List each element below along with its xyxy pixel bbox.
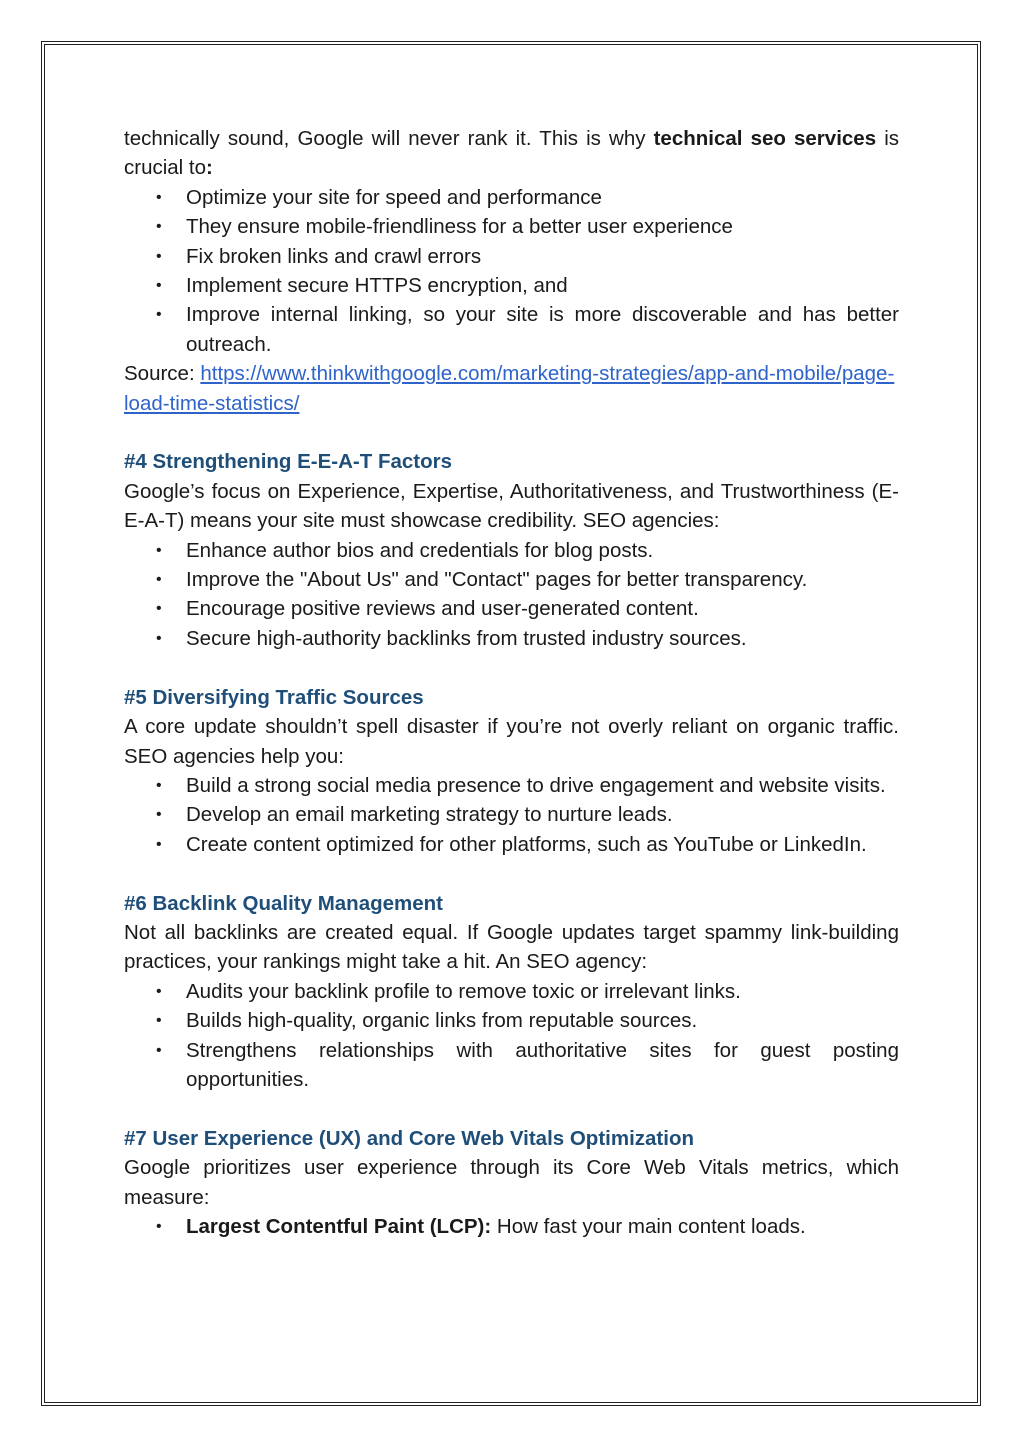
- bullet-icon: •: [156, 218, 162, 236]
- bullet-icon: •: [156, 982, 162, 1000]
- bullet-icon: •: [156, 1041, 162, 1059]
- list-item: [124, 771, 899, 800]
- list-item: [124, 977, 899, 1006]
- intro-paragraph: [124, 124, 899, 183]
- source-link[interactable]: https://www.thinkwithgoogle.com/marketing-strategies/app-and-mobile/page-load-time-statistics/: [124, 362, 895, 415]
- intro-text: technically sound, Google will never rank it. This is why: [124, 127, 654, 150]
- list-item: [124, 300, 899, 359]
- list-item: [124, 565, 899, 594]
- source-line: [124, 359, 899, 418]
- list-item-text: Optimize your site for speed and performance: [186, 185, 602, 209]
- intro-colon: :: [206, 156, 213, 180]
- bullet-icon: •: [156, 247, 162, 265]
- bullet-icon: •: [156, 571, 162, 589]
- list-item-text: Secure high-authority backlinks from trusted industry sources.: [186, 626, 747, 650]
- lcp-description: How fast your main content loads.: [491, 1214, 806, 1238]
- bullet-icon: •: [156, 277, 162, 295]
- section-heading: #7 User Experience (UX) and Core Web Vitals Optimization: [124, 1126, 694, 1150]
- list-item: [124, 271, 899, 300]
- list-item-text: Builds high-quality, organic links from reputable sources.: [186, 1009, 698, 1033]
- list-item-text: Improve internal linking, so your site is more discoverable and has better outreach.: [186, 303, 899, 356]
- list-item-text: Create content optimized for other platforms, such as YouTube or LinkedIn.: [186, 832, 867, 856]
- bullet-icon: •: [156, 188, 162, 206]
- list-item-text: Strengthens relationships with authoritative sites for guest posting opportunities.: [186, 1038, 899, 1091]
- source-label: Source:: [124, 362, 201, 386]
- list-item-text: Improve the "About Us" and "Contact" pages for better transparency.: [186, 568, 808, 592]
- section-paragraph: Not all backlinks are created equal. If Google updates target spammy link-building practices, your rankings might take a hit. An SEO agency:: [124, 920, 899, 974]
- section-bullet-list: [124, 977, 899, 1095]
- intro-bold-text: technical seo services: [653, 127, 877, 150]
- intro-text-after: is crucial to: [124, 127, 900, 180]
- section-bullet-list: [124, 536, 899, 654]
- list-item: [124, 212, 899, 241]
- section-bullet-list: [124, 771, 899, 859]
- list-item-text: Enhance author bios and credentials for blog posts.: [186, 538, 654, 562]
- list-item-text: Audits your backlink profile to remove toxic or irrelevant links.: [186, 979, 741, 1003]
- list-item: [124, 1036, 899, 1095]
- section-heading: #4 Strengthening E-E-A-T Factors: [124, 450, 453, 474]
- bullet-icon: •: [156, 1217, 162, 1235]
- section-bullet-list: [124, 1212, 899, 1241]
- bullet-icon: •: [156, 776, 162, 794]
- list-item-text: They ensure mobile-friendliness for a better user experience: [186, 215, 733, 239]
- list-item: [124, 594, 899, 623]
- list-item: [124, 1006, 899, 1035]
- section-paragraph: A core update shouldn’t spell disaster if you’re not overly reliant on organic traffic. SEO agencies help you:: [124, 715, 899, 768]
- list-item-text: Build a strong social media presence to drive engagement and website visits.: [186, 773, 886, 797]
- list-item: [124, 183, 899, 212]
- section-paragraph: Google prioritizes user experience through its Core Web Vitals metrics, which measure:: [124, 1156, 899, 1209]
- list-item: [124, 800, 899, 829]
- bullet-icon: •: [156, 306, 162, 324]
- list-item-text: Develop an email marketing strategy to nurture leads.: [186, 803, 673, 827]
- document-body: [124, 124, 899, 1241]
- list-item: [124, 536, 899, 565]
- list-item-text: Implement secure HTTPS encryption, and: [186, 274, 568, 298]
- bullet-icon: •: [156, 1012, 162, 1030]
- bullet-icon: •: [156, 600, 162, 618]
- lcp-term: Largest Contentful Paint (LCP):: [186, 1214, 492, 1238]
- bullet-icon: •: [156, 806, 162, 824]
- list-item: [124, 242, 899, 271]
- bullet-icon: •: [156, 629, 162, 647]
- list-item: [124, 624, 899, 653]
- section-heading: #5 Diversifying Traffic Sources: [124, 685, 424, 709]
- list-item-text: Encourage positive reviews and user-generated content.: [186, 597, 699, 621]
- bullet-icon: •: [156, 541, 162, 559]
- list-item: [124, 1212, 899, 1241]
- section-paragraph: Google’s focus on Experience, Expertise, Authoritativeness, and Trustworthiness (E-E-A-T) means your site must showcase credibility. SEO agencies:: [124, 479, 899, 533]
- list-item-text: Fix broken links and crawl errors: [186, 244, 482, 268]
- section-heading: #6 Backlink Quality Management: [124, 891, 444, 915]
- list-item: [124, 830, 899, 859]
- intro-bullet-list: [124, 183, 899, 359]
- bullet-icon: •: [156, 835, 162, 853]
